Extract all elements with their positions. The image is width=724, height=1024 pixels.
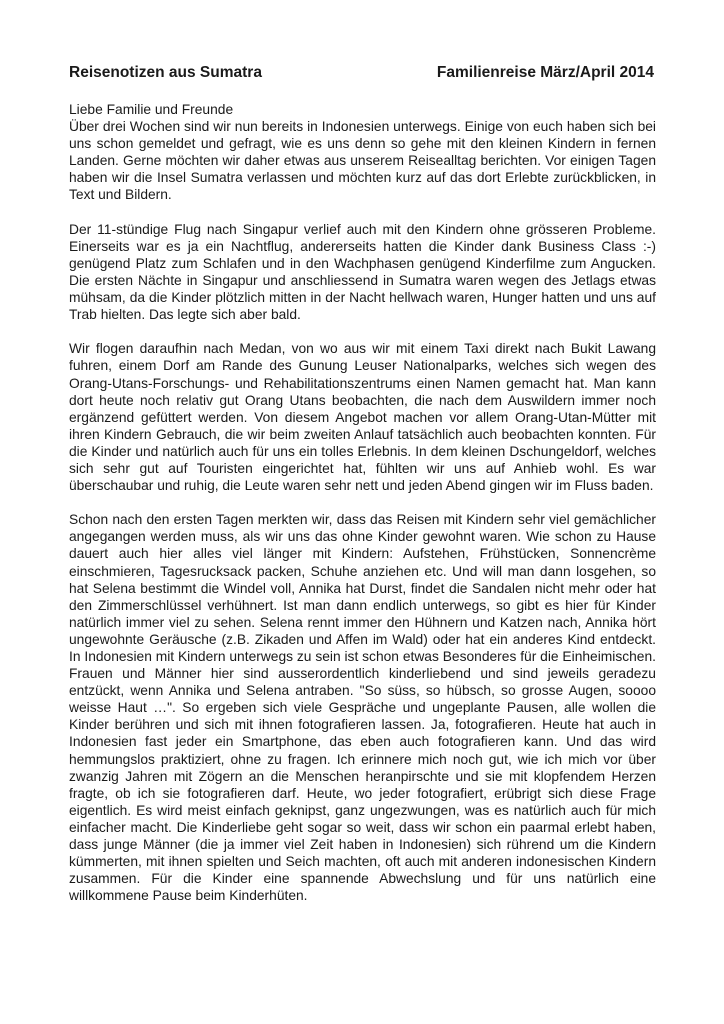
paragraph-bukit-lawang: Wir flogen daraufhin nach Medan, von wo aus wir mit einem Taxi direkt nach Bukit Lawang fuhren, einem Dorf am Rande des Gunung Leuser Nationalparks, welches sich wegen des Orang-Utans-Forschungs- und Rehabilitationszentrums einen Namen gemacht hat. Man kann dort heute noch relativ gut Orang Utans beobachten, die nach dem Auswildern immer noch ergänzend gefüttert werden. Von diesem Angebot machen vor allem Orang-Utan-Mütter mit ihren Kindern Gebrauch, die wir beim zweiten Anlauf tatsächlich auch beobachten konnten. Für die Kinder und natürlich auch für uns ein tolles Erlebnis. In dem kleinen Dschungeldorf, welches sich sehr gut auf Touristen eingerichtet hat, fühlten wir uns auf Anhieb wohl. Es war überschaubar und ruhig, die Leute waren sehr nett und jeden Abend gingen wir im Fluss baden.	[69, 341, 656, 494]
letter-body	[69, 101, 656, 904]
document-title: Reisenotizen aus Sumatra	[69, 64, 262, 81]
paragraph-flight: Der 11-stündige Flug nach Singapur verlief auch mit den Kindern ohne grösseren Probleme. Einerseits war es ja ein Nachtflug, andererseits hatten die Kinder dank Business Class :-) genügend Platz zum Schlafen und in den Wachphasen genügend Kinderfilme zum Angucken. Die ersten Nächte in Singapur und anschliessend in Sumatra waren wegen des Jetlags etwas mühsam, da die Kinder plötzlich mitten in der Nacht hellwach waren, Hunger hatten und uns auf Trab hielten. Das legte sich aber bald.	[69, 221, 656, 323]
salutation: Liebe Familie und Freunde	[69, 102, 234, 117]
document-header	[69, 64, 656, 82]
paragraph-intro: Über drei Wochen sind wir nun bereits in Indonesien unterwegs. Einige von euch haben sich bei uns schon gemeldet und gefragt, wie es uns denn so gehe mit den kleinen Kindern in fernen Landen. Gerne möchten wir daher etwas aus unserem Reisealltag berichten. Vor einigen Tagen haben wir die Insel Sumatra verlassen und möchten kurz auf das dort Erlebte zurückblicken, in Text und Bildern.	[69, 119, 656, 203]
paragraph-travel-with-kids: Schon nach den ersten Tagen merkten wir, dass das Reisen mit Kindern sehr viel gemächlicher angegangen werden muss, als wir uns das ohne Kinder gewohnt waren. Wie schon zu Hause dauert auch hier alles viel länger mit Kindern: Aufstehen, Frühstücken, Sonnencrème einschmieren, Tagesrucksack packen, Schuhe anziehen etc. Und will man dann losgehen, so hat Selena bestimmt die Windel voll, Annika hat Durst, findet die Sandalen nicht mehr oder hat den Zimmerschlüssel verhühnert. Ist man dann endlich unterwegs, so gibt es hier für Kinder natürlich immer viel zu sehen. Selena rennt immer den Hühnern und Katzen nach, Annika hört ungewohnte Geräusche (z.B. Zikaden und Affen im Wald) oder hat ein anderes Kind entdeckt. In Indonesien mit Kindern unterwegs zu sein ist schon etwas Besonderes für die Einheimischen. Frauen und Männer hier sind ausserordentlich kinderliebend und sind jeweils geradezu entzückt, wenn Annika und Selena antraben. "So süss, so hübsch, so grosse Augen, soooo weisse Haut …". So ergeben sich viele Gespräche und ungeplante Pausen, alle wollen die Kinder berühren und sich mit ihnen fotografieren lassen. Ja, fotografieren. Heute hat auch in Indonesien fast jeder ein Smartphone, das eben auch fotografieren kann. Und das wird hemmungslos praktiziert, ohne zu fragen. Ich erinnere mich noch gut, wie ich mich vor über zwanzig Jahren mit Zögern an die Menschen heranpirschte und sie mit klopfendem Herzen fragte, ob ich sie fotografieren darf. Heute, wo jeder fotografiert, erübrigt sich diese Frage eigentlich. Es wird meist einfach geknipst, ganz ungezwungen, was es natürlich auch für mich einfacher macht. Die Kinderliebe geht sogar so weit, dass wir schon ein paarmal erlebt haben, dass junge Männer (die ja immer viel Zeit haben in Indonesien) sich rührend um die Kindern kümmerten, mit ihnen spielten und Seich machten, oft auch mit anderen indonesischen Kindern zusammen. Für die Kinder eine spannende Abwechslung und für uns natürlich eine willkommene Pause beim Kinderhüten.	[69, 512, 656, 904]
document-subtitle: Familienreise März/April 2014	[436, 64, 654, 81]
